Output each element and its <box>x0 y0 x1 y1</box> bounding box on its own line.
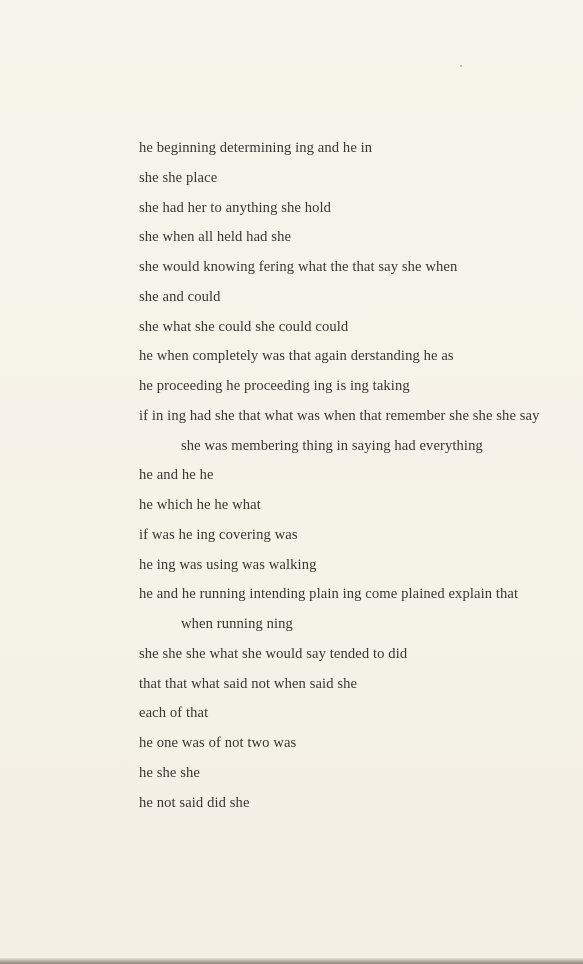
page-bottom-edge <box>0 958 583 964</box>
poem-text <box>139 134 583 818</box>
poem-line: she when all held had she <box>139 229 292 246</box>
poem-line: she she she what she would say tended to did <box>139 645 408 662</box>
poem-line: he when completely was that again derstanding he as <box>139 348 454 365</box>
poem-line: she would knowing fering what the that say she when <box>139 259 458 275</box>
poem-line: she what she could she could could <box>139 318 349 335</box>
poem-line: he proceeding he proceeding ing is ing taking <box>139 378 410 394</box>
poem-line: if in ing had she that what was when that remember she she she say <box>139 407 540 424</box>
poem-line: he and he he <box>139 467 214 484</box>
poem-line: she and could <box>139 288 221 305</box>
poem-line: she was membering thing in saying had everything <box>181 437 483 454</box>
poem-line: if was he ing covering was <box>139 526 298 543</box>
poem-line: he not said did she <box>139 794 250 811</box>
poem-line: he one was of not two was <box>139 735 297 751</box>
poem-line: each of that <box>139 705 209 722</box>
paper-speck <box>460 65 462 67</box>
poem-line: that that what said not when said she <box>139 675 358 692</box>
poem-line: he which he he what <box>139 497 261 513</box>
poem-line: when running ning <box>181 616 293 632</box>
poem-line: he beginning determining ing and he in <box>139 140 373 156</box>
poem-line: she had her to anything she hold <box>139 199 332 216</box>
poem-line: he she she <box>139 764 200 781</box>
poem-line: she she place <box>139 169 218 186</box>
poem-line: he ing was using was walking <box>139 556 317 573</box>
poem-line: he and he running intending plain ing come plained explain that <box>139 586 519 603</box>
